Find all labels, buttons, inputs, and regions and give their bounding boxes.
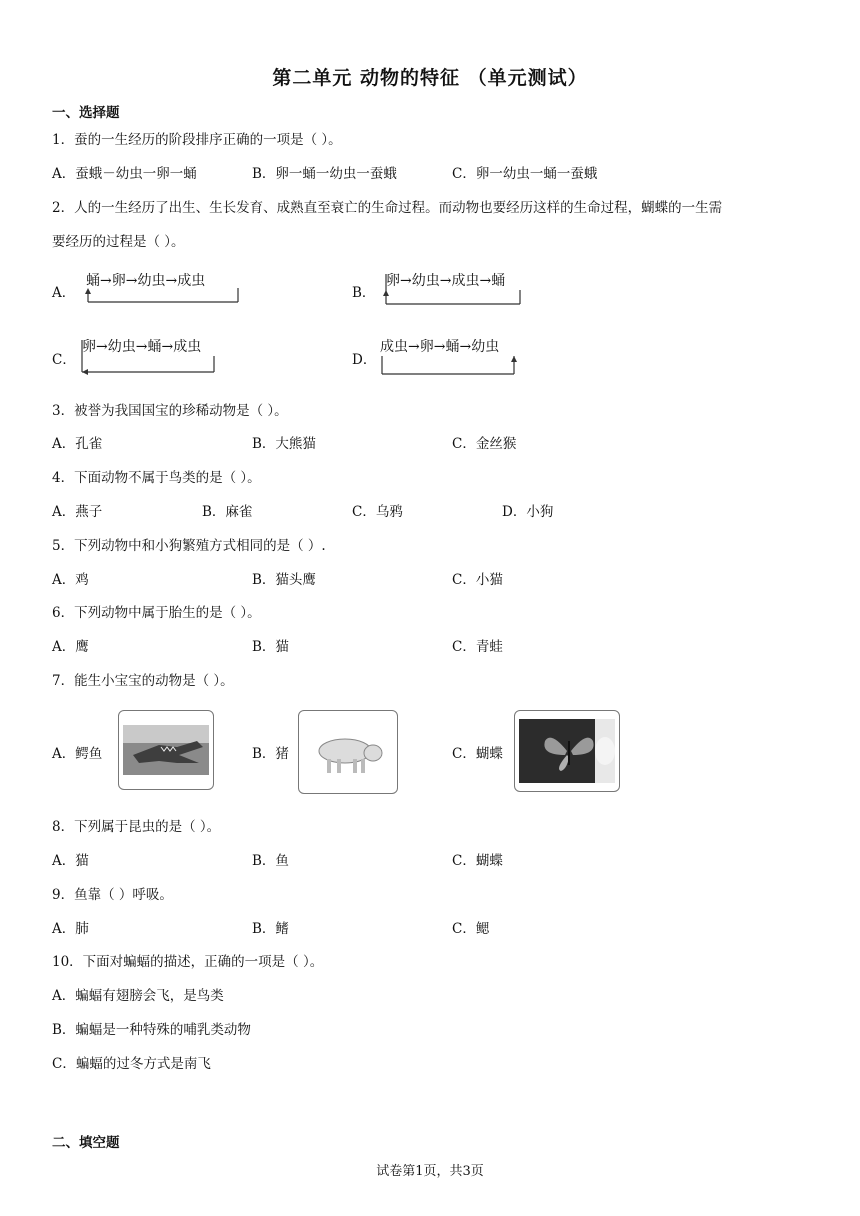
question-5-stem: 5．下列动物中和小狗繁殖方式相同的是（ ）. [52, 538, 326, 554]
question-1-option-c[interactable]: C．卵一幼虫一蛹一蚕蛾 [452, 166, 598, 182]
question-6-stem: 6．下列动物中属于胎生的是（ ）。 [52, 605, 261, 621]
lifecycle-sequence-b: 卵→幼虫→成虫→蛹 [386, 273, 506, 289]
question-8-option-c[interactable]: C．蝴蝶 [452, 853, 503, 869]
lifecycle-sequence-a: 蛹→卵→幼虫→成虫 [86, 273, 206, 289]
question-6-option-b[interactable]: B．猫 [252, 639, 289, 655]
question-9-stem: 9．鱼靠（ ）呼吸。 [52, 887, 173, 903]
question-10-stem: 10．下面对蝙蝠的描述，正确的一项是（ ）。 [52, 954, 324, 970]
cycle-arrow-d [372, 336, 532, 378]
lifecycle-sequence-d: 成虫→卵→蛹→幼虫 [380, 339, 500, 355]
question-2-option-c-label[interactable]: C． [52, 352, 76, 368]
question-2-stem-line1: 2．人的一生经历了出生、生长发育、成熟直至衰亡的生命过程。而动物也要经历这样的生命过程，蝴蝶的一生需 [52, 200, 723, 216]
question-2-option-b-label[interactable]: B． [352, 285, 376, 301]
question-4-option-b[interactable]: B．麻雀 [202, 504, 253, 520]
question-7-option-a[interactable]: A．鳄鱼 [52, 746, 103, 762]
question-8-option-a[interactable]: A．猫 [52, 853, 89, 869]
question-2-option-a-diagram [78, 270, 248, 310]
page-footer: 试卷第1页，共3页 [376, 1164, 484, 1179]
question-8-option-b[interactable]: B．鱼 [252, 853, 289, 869]
cycle-arrow-a [78, 270, 248, 310]
section-heading-choice: 一、选择题 [52, 105, 120, 121]
cycle-arrow-b [378, 270, 528, 310]
question-9-option-a[interactable]: A．肺 [52, 921, 89, 937]
page-title: 第二单元 动物的特征 （单元测试） [272, 67, 588, 89]
butterfly-image [514, 710, 620, 792]
question-2-option-a-label[interactable]: A． [52, 285, 76, 301]
crocodile-image [118, 710, 214, 790]
question-10-option-a[interactable]: A．蝙蝠有翅膀会飞，是鸟类 [52, 988, 224, 1004]
question-3-option-a[interactable]: A．孔雀 [52, 436, 103, 452]
question-4-stem: 4．下面动物不属于鸟类的是（ ）。 [52, 470, 261, 486]
question-1-option-a[interactable]: A．蚕蛾－幼虫一卵一蛹 [52, 166, 197, 182]
question-2-stem-line2: 要经历的过程是（ ）。 [52, 234, 185, 250]
question-2-option-c-diagram [74, 336, 234, 378]
section-heading-fill-in: 二、填空题 [52, 1135, 120, 1151]
question-3-option-b[interactable]: B．大熊猫 [252, 436, 316, 452]
question-6-option-c[interactable]: C．青蛙 [452, 639, 503, 655]
question-7-option-c[interactable]: C．蝴蝶 [452, 746, 503, 762]
question-3-stem: 3．被誉为我国国宝的珍稀动物是（ ）。 [52, 403, 288, 419]
lifecycle-sequence-c: 卵→幼虫→蛹→成虫 [82, 339, 202, 355]
question-4-option-a[interactable]: A．燕子 [52, 504, 103, 520]
question-2-option-b-diagram [378, 270, 528, 310]
question-9-option-b[interactable]: B．鳍 [252, 921, 289, 937]
question-10-option-c[interactable]: C．蝙蝠的过冬方式是南飞 [52, 1056, 211, 1072]
question-2-option-d-diagram [372, 336, 532, 378]
question-8-stem: 8．下列属于昆虫的是（ ）。 [52, 819, 221, 835]
question-10-option-b[interactable]: B．蝙蝠是一种特殊的哺乳类动物 [52, 1022, 251, 1038]
question-9-option-c[interactable]: C．鳃 [452, 921, 490, 937]
pig-image [298, 710, 398, 794]
question-5-option-b[interactable]: B．猫头鹰 [252, 572, 316, 588]
cycle-arrow-c [74, 336, 234, 378]
question-2-option-d-label[interactable]: D． [352, 352, 377, 368]
question-4-option-d[interactable]: D．小狗 [502, 504, 554, 520]
question-4-option-c[interactable]: C．乌鸦 [352, 504, 403, 520]
question-5-option-a[interactable]: A．鸡 [52, 572, 89, 588]
question-1-option-b[interactable]: B．卵一蛹一幼虫一蚕蛾 [252, 166, 397, 182]
question-5-option-c[interactable]: C．小猫 [452, 572, 503, 588]
question-7-option-b[interactable]: B．猪 [252, 746, 289, 762]
question-1-stem: 1．蚕的一生经历的阶段排序正确的一项是（ ）。 [52, 132, 342, 148]
question-7-stem: 7．能生小宝宝的动物是（ ）。 [52, 673, 234, 689]
crocodile-picture [119, 711, 213, 789]
question-3-option-c[interactable]: C．金丝猴 [452, 436, 517, 452]
pig-picture [299, 711, 397, 793]
question-6-option-a[interactable]: A．鹰 [52, 639, 89, 655]
butterfly-picture [515, 711, 619, 791]
